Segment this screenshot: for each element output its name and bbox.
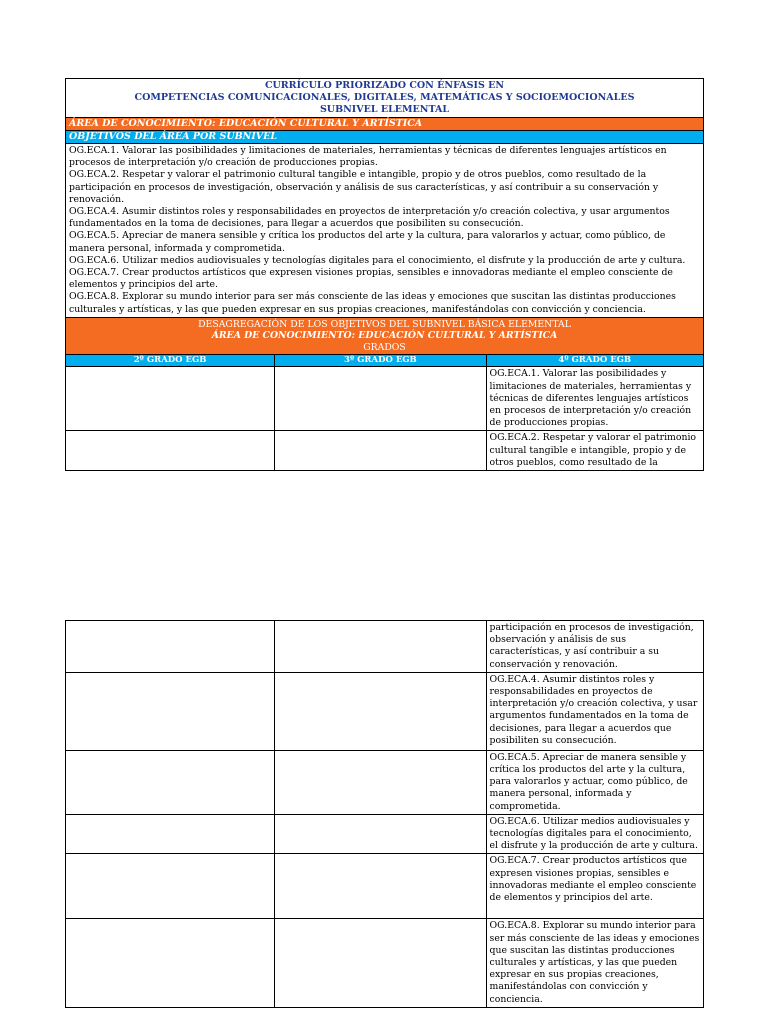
grade4-cell: OG.ECA.4. Asumir distintos roles y responsabilidades en proyectos de interpretación y/o creación colectiva, y usar argumentos fundamentados en la toma de decisiones, para llegar a acuerdos que posibiliten su consecución. [486,672,703,750]
grade3-cell [275,854,486,919]
grade4-cell: OG.ECA.7. Crear productos artísticos que expresen visiones propias, sensibles e innovadoras mediante el empleo consciente de elementos y principios del arte. [486,854,703,919]
grade4-cell: OG.ECA.1. Valorar las posibilidades y limitaciones de materiales, herramientas y técnicas de diferentes lenguajes artísticos en procesos de interpretación y/o creación de producciones propias. [486,367,703,431]
objective-item: OG.ECA.2. Respetar y valorar el patrimonio cultural tangible e intangible, propio y de otros pueblos, como resultado de la participación en procesos de investigación, observación y análisis de sus características, y así contribuir a su conservación y renovación. [69,169,659,205]
desagregacion-area: ÁREA DE CONOCIMIENTO: EDUCACIÓN CULTURAL Y ARTÍSTICA [211,330,558,342]
objective-item: OG.ECA.8. Explorar su mundo interior para ser más consciente de las ideas y emociones que suscitan las distintas producciones culturales y artísticas, y las que pueden expresar en sus propias creaciones, manifestándolas con convicción y conciencia. [69,291,676,315]
grade-header-3: 3º GRADO EGB [275,355,486,367]
table-row [66,750,704,814]
objective-item: OG.ECA.6. Utilizar medios audiovisuales y tecnologías digitales para el conocimiento, el disfrute y la producción de arte y cultura. [69,254,686,266]
grade3-cell [275,367,486,431]
objective-item: OG.ECA.4. Asumir distintos roles y responsabilidades en proyectos de interpretación y/o creación colectiva, y usar argumentos fundamentados en la toma de decisiones, para llegar a acuerdos que posibiliten su consecución. [69,206,670,230]
table-row [66,854,704,919]
table-row [66,672,704,750]
table-row [66,431,704,471]
grade3-cell [275,621,486,673]
grade4-cell: participación en procesos de investigación, observación y análisis de sus características, y así contribuir a su conservación y renovación. [486,621,703,673]
grade4-cell: OG.ECA.5. Apreciar de manera sensible y crítica los productos del arte y la cultura, para valorarlos y actuar, como público, de manera personal, informada y comprometida. [486,750,703,814]
grade2-cell [66,854,275,919]
grade4-cell: OG.ECA.6. Utilizar medios audiovisuales y tecnologías digitales para el conocimiento, el disfrute y la producción de arte y cultura. [486,814,703,854]
table-row [66,814,704,854]
title-line: CURRÍCULO PRIORIZADO CON ÉNFASIS EN [264,80,505,91]
area-banner: ÁREA DE CONOCIMIENTO: EDUCACIÓN CULTURAL Y ARTÍSTICA [66,118,704,131]
grade-header-2: 2º GRADO EGB [66,355,275,367]
desagregacion-banner [66,317,704,355]
grade2-cell [66,919,275,1007]
grade2-cell [66,367,275,431]
grade4-cell: OG.ECA.8. Explorar su mundo interior para ser más consciente de las ideas y emociones que suscitan las distintas producciones culturales y artísticas, y las que pueden expresar en sus propias creaciones, manifestándolas con convicción y conciencia. [486,919,703,1007]
grade-header-4: 4º GRADO EGB [486,355,703,367]
curriculum-table-bottom [65,620,704,1008]
objective-item: OG.ECA.1. Valorar las posibilidades y limitaciones de materiales, herramientas y técnicas de diferentes lenguajes artísticos en procesos de interpretación y/o creación de producciones propias. [69,145,667,169]
document-title [66,79,704,118]
grade2-cell [66,672,275,750]
grade3-cell [275,431,486,471]
grade3-cell [275,750,486,814]
table-row [66,621,704,673]
desagregacion-title: DESAGREGACIÓN DE LOS OBJETIVOS DEL SUBNIVEL BÁSICA ELEMENTAL [198,318,571,330]
objective-item: OG.ECA.7. Crear productos artísticos que expresen visiones propias, sensibles e innovadoras mediante el empleo consciente de elementos y principios del arte. [69,267,673,291]
grade2-cell [66,750,275,814]
grade3-cell [275,672,486,750]
objectives-header: OBJETIVOS DEL ÁREA POR SUBNIVEL [66,131,704,144]
grade2-cell [66,431,275,471]
grade3-cell [275,919,486,1007]
objective-item: OG.ECA.5. Apreciar de manera sensible y crítica los productos del arte y la cultura, para valorarlos y actuar, como público, de manera personal, informada y comprometida. [69,230,666,254]
title-line: SUBNIVEL ELEMENTAL [319,104,450,115]
table-row [66,367,704,431]
grade2-cell [66,621,275,673]
curriculum-table-top [65,78,704,471]
title-line: COMPETENCIAS COMUNICACIONALES, DIGITALES, MATEMÁTICAS Y SOCIOEMOCIONALES [134,92,635,103]
grados-label: GRADOS [363,341,406,353]
grade4-cell: OG.ECA.2. Respetar y valorar el patrimonio cultural tangible e intangible, propio y de otros pueblos, como resultado de la [486,431,703,471]
grade3-cell [275,814,486,854]
table-row [66,919,704,1007]
grade2-cell [66,814,275,854]
objectives-list [66,144,704,318]
